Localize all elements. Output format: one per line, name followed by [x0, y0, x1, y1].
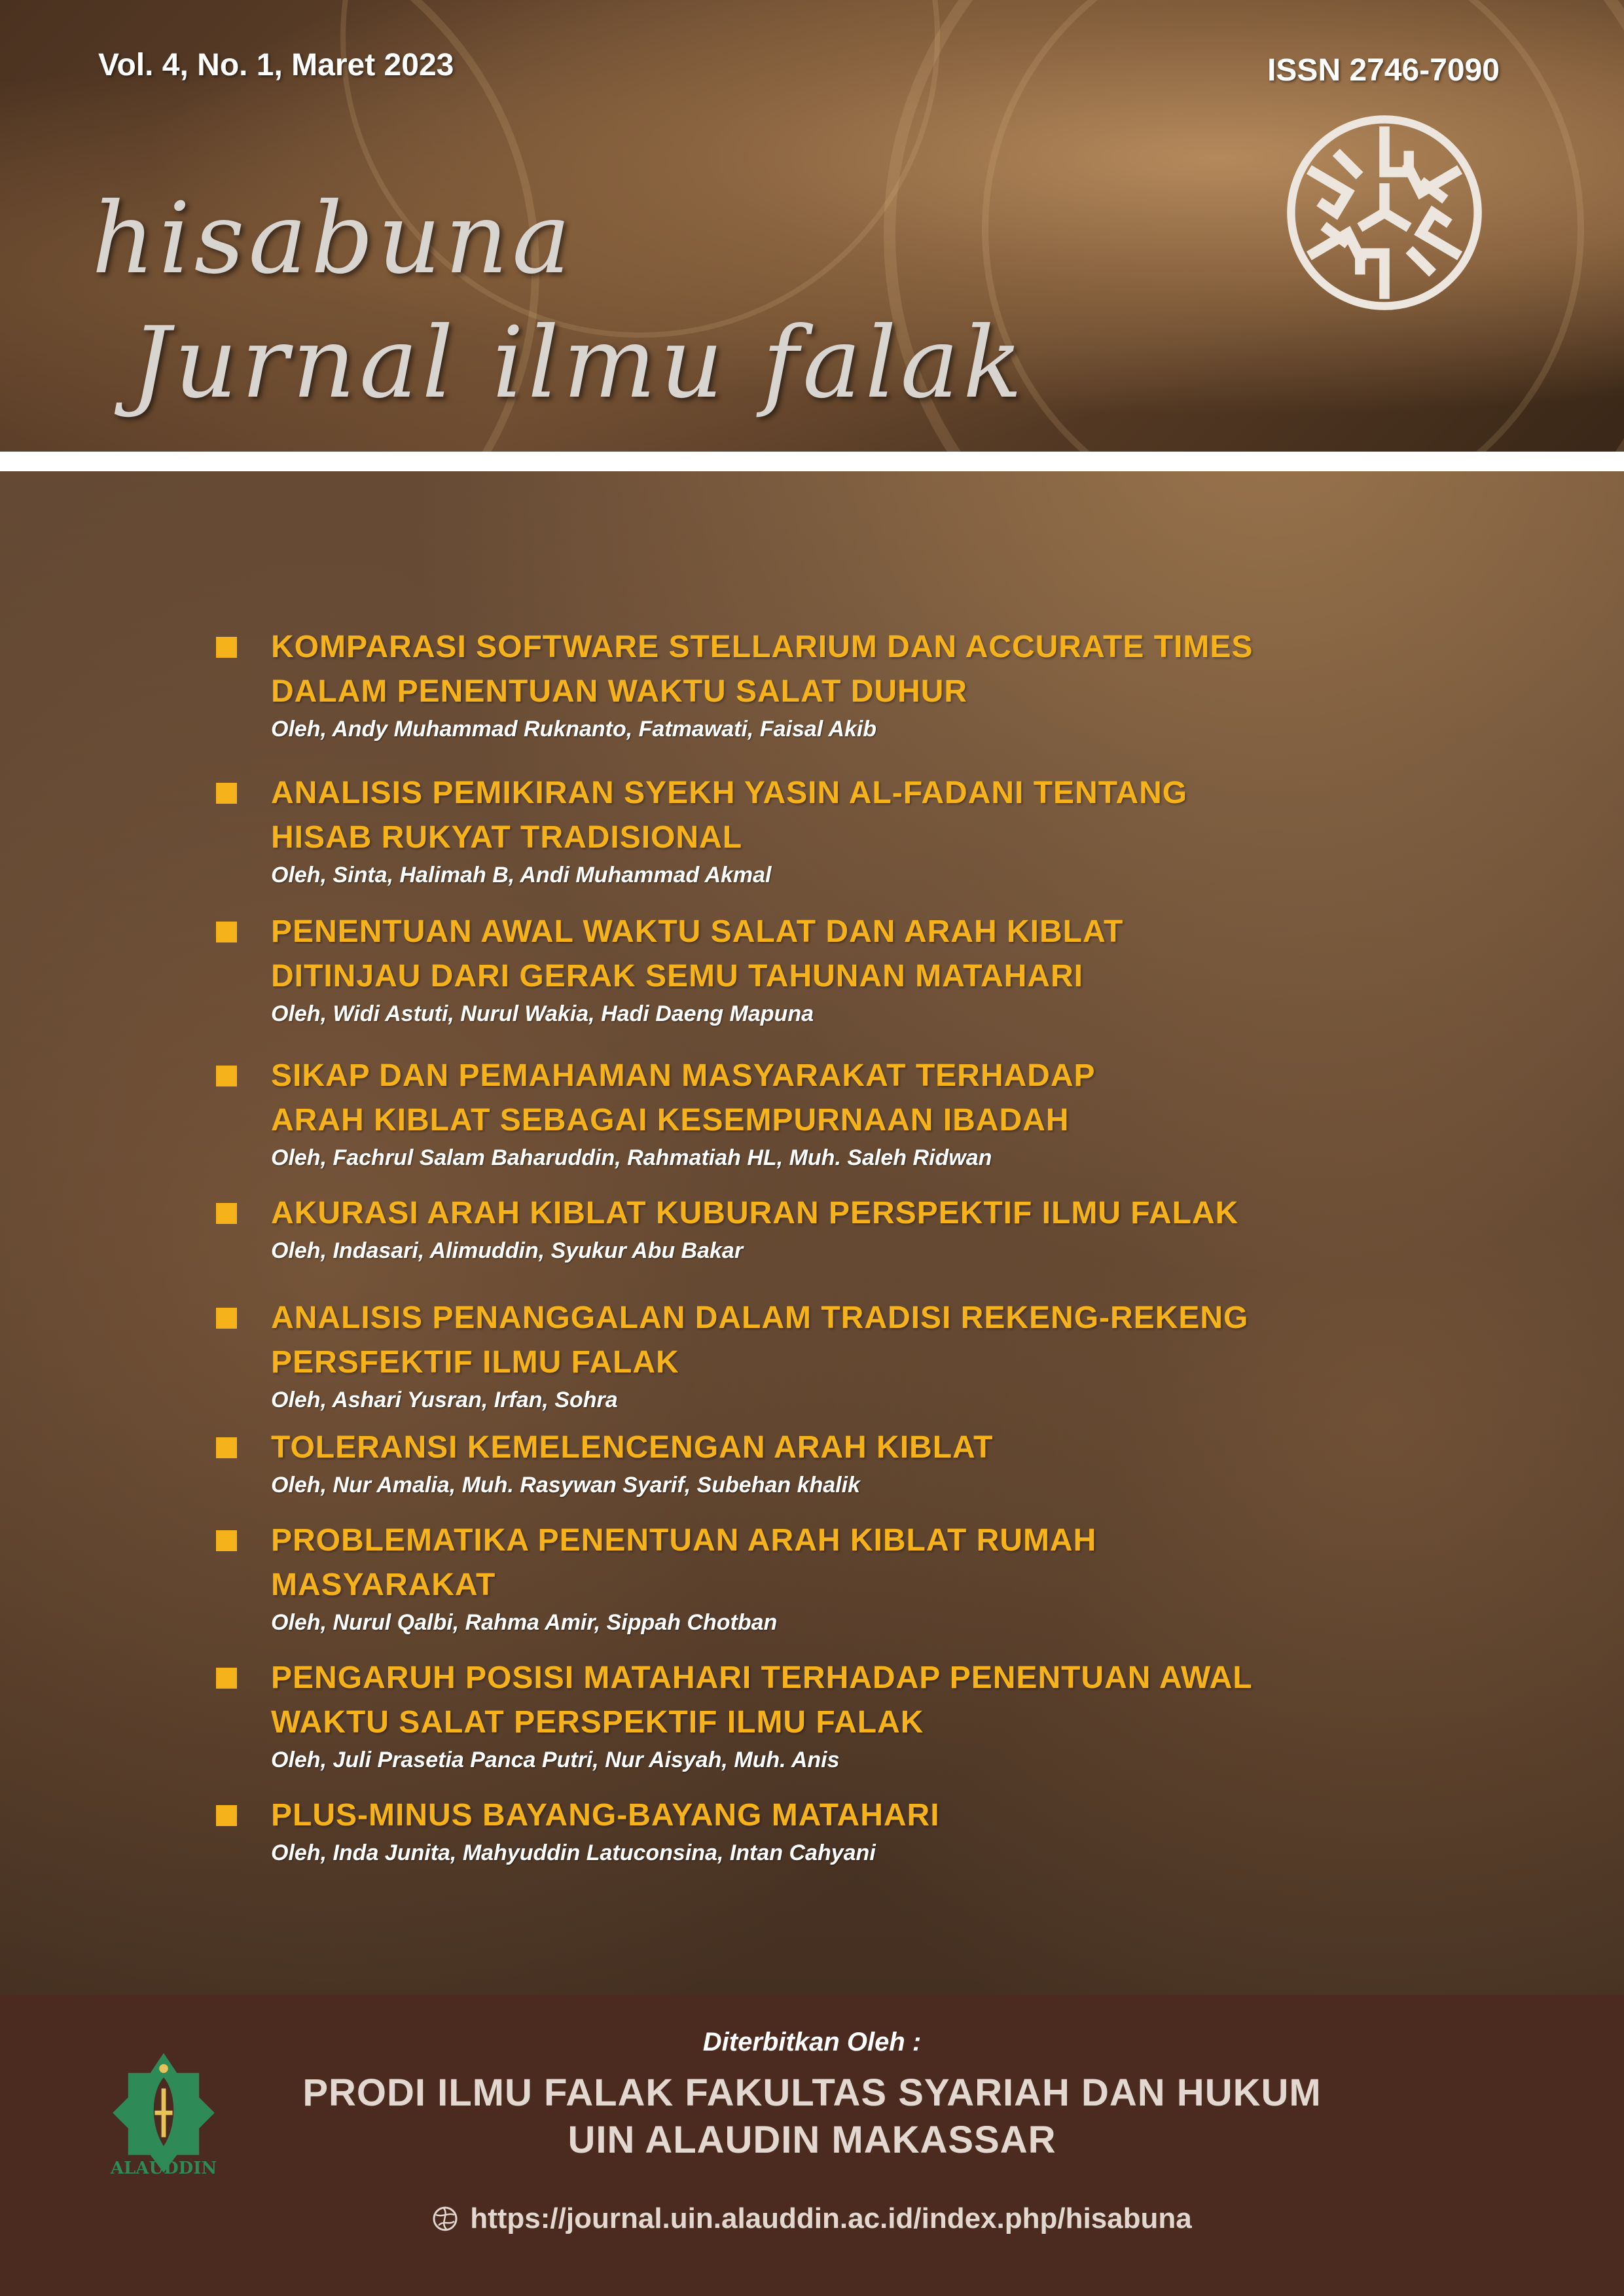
journal-url-link[interactable]: https://journal.uin.alauddin.ac.id/index.php/hisabuna: [470, 2202, 1192, 2234]
article-authors: Oleh, Nurul Qalbi, Rahma Amir, Sippah Chotban: [271, 1610, 778, 1635]
article-title: PENENTUAN AWAL WAKTU SALAT DAN ARAH KIBLAT DITINJAU DARI GERAK SEMU TAHUNAN MATAHARI: [271, 914, 1124, 994]
article-item[interactable]: [216, 1191, 1460, 1264]
bullet-icon: [216, 1530, 237, 1551]
uin-logo-text: ALAUDDIN: [110, 2159, 217, 2178]
header-banner: [0, 0, 1624, 452]
journal-subtitle: Jurnal ilmu falak: [131, 306, 1026, 420]
published-by-label: Diterbitkan Oleh :: [702, 2028, 922, 2056]
article-title: KOMPARASI SOFTWARE STELLARIUM DAN ACCURATE TIMES DALAM PENENTUAN WAKTU SALAT DUHUR: [271, 630, 1254, 709]
article-title: TOLERANSI KEMELENCENGAN ARAH KIBLAT: [271, 1430, 994, 1465]
article-title: ANALISIS PEMIKIRAN SYEKH YASIN AL-FADANI TENTANG HISAB RUKYAT TRADISIONAL: [271, 776, 1188, 855]
article-item[interactable]: [216, 1656, 1460, 1773]
article-authors: Oleh, Andy Muhammad Ruknanto, Fatmawati, Faisal Akib: [271, 717, 877, 742]
bullet-icon: [216, 637, 237, 658]
article-item[interactable]: [216, 771, 1460, 888]
article-title: SIKAP DAN PEMAHAMAN MASYARAKAT TERHADAP ARAH KIBLAT SEBAGAI KESEMPURNAAN IBADAH: [271, 1058, 1096, 1138]
journal-url-row[interactable]: [0, 2202, 1624, 2235]
article-authors: Oleh, Ashari Yusran, Irfan, Sohra: [271, 1388, 618, 1412]
bullet-icon: [216, 1308, 237, 1329]
article-title: PROBLEMATIKA PENENTUAN ARAH KIBLAT RUMAH MASYARAKAT: [271, 1523, 1097, 1602]
article-title: AKURASI ARAH KIBLAT KUBURAN PERSPEKTIF ILMU FALAK: [271, 1196, 1239, 1230]
issn-label: ISSN 2746-7090: [1267, 53, 1500, 88]
bullet-icon: [216, 1805, 237, 1826]
article-authors: Oleh, Fachrul Salam Baharuddin, Rahmatiah HL, Muh. Saleh Ridwan: [271, 1145, 992, 1170]
bullet-icon: [216, 922, 237, 942]
article-item[interactable]: [216, 1793, 1460, 1866]
bullet-icon: [216, 1066, 237, 1086]
article-authors: Oleh, Nur Amalia, Muh. Rasywan Syarif, Subehan khalik: [271, 1473, 860, 1498]
article-title: PENGARUH POSISI MATAHARI TERHADAP PENENTUAN AWAL WAKTU SALAT PERSPEKTIF ILMU FALAK: [271, 1660, 1253, 1740]
bullet-icon: [216, 1437, 237, 1458]
journal-title: hisabuna: [92, 182, 575, 296]
article-title: ANALISIS PENANGGALAN DALAM TRADISI REKENG-REKENG PERSFEKTIF ILMU FALAK: [271, 1300, 1249, 1380]
article-authors: Oleh, Indasari, Alimuddin, Syukur Abu Bakar: [271, 1238, 744, 1263]
article-item[interactable]: [216, 1426, 1460, 1498]
bullet-icon: [216, 1203, 237, 1224]
bullet-icon: [216, 1668, 237, 1689]
publisher-name: PRODI ILMU FALAK FAKULTAS SYARIAH DAN HUKUM UIN ALAUDIN MAKASSAR: [302, 2072, 1322, 2161]
article-title: PLUS-MINUS BAYANG-BAYANG MATAHARI: [271, 1798, 940, 1833]
article-item[interactable]: [216, 910, 1460, 1027]
header-divider: [0, 452, 1624, 471]
article-authors: Oleh, Inda Junita, Mahyuddin Latuconsina, Intan Cahyani: [271, 1840, 876, 1865]
bullet-icon: [216, 783, 237, 804]
volume-label: Vol. 4, No. 1, Maret 2023: [98, 48, 454, 82]
article-item[interactable]: [216, 1054, 1460, 1171]
article-item[interactable]: [216, 1518, 1460, 1636]
article-authors: Oleh, Juli Prasetia Panca Putri, Nur Aisyah, Muh. Anis: [271, 1748, 840, 1772]
article-authors: Oleh, Widi Astuti, Nurul Wakia, Hadi Daeng Mapuna: [271, 1001, 814, 1026]
kufic-emblem-icon: [1283, 111, 1486, 314]
article-authors: Oleh, Sinta, Halimah B, Andi Muhammad Akmal: [271, 863, 772, 888]
article-item[interactable]: [216, 1296, 1460, 1413]
article-item[interactable]: [216, 625, 1460, 742]
globe-icon: [432, 2206, 458, 2232]
